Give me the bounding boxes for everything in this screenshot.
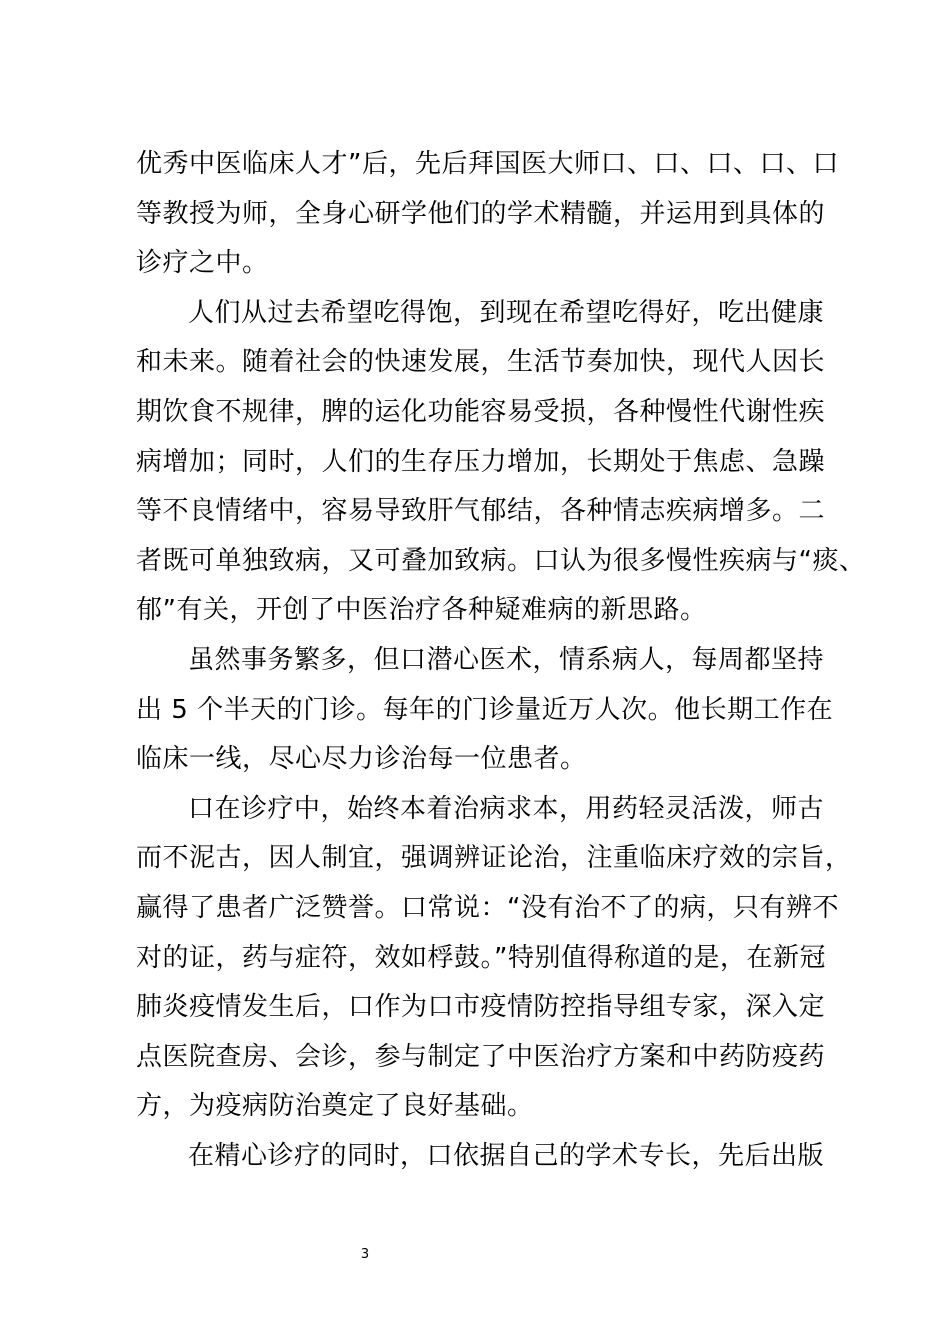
text-line: 出 5 个半天的门诊。每年的门诊量近万人次。他长期工作在 [136,694,834,725]
paragraph-start-line: 人们从过去希望吃得饱，到现在希望吃得好，吃出健康 [188,297,825,328]
text-line: 方，为疫病防治奠定了良好基础。 [136,1091,534,1122]
body-text [136,140,866,1181]
text-line: 对的证，药与症符，效如桴鼓。”特别值得称道的是，在新冠 [136,942,826,973]
text-line: 等不良情绪中，容易导致肝气郁结，各种情志疾病增多。二 [136,496,826,527]
text-line: 诊疗之中。 [136,248,269,279]
text-line: 期饮食不规律，脾的运化功能容易受损，各种慢性代谢性疾 [136,396,826,427]
text-line: 病增加；同时，人们的生存压力增加，长期处于焦虑、急躁 [136,446,826,477]
text-line: 郁”有关，开创了中医治疗各种疑难病的新思路。 [136,595,707,626]
paragraph-start-line: 口在诊疗中，始终本着治病求本，用药轻灵活泼，师古 [188,793,825,824]
text-line: 赢得了患者广泛赞誉。口常说：“没有治不了的病，只有辨不 [136,892,839,923]
text-line: 点医院查房、会诊，参与制定了中医治疗方案和中药防疫药 [136,1041,826,1072]
text-line: 者既可单独致病，又可叠加致病。口认为很多慢性疾病与“痰、 [136,545,866,576]
text-line: 而不泥古，因人制宜，强调辨证论治，注重临床疗效的宗旨， [136,843,852,874]
paragraph-start-line: 在精心诊疗的同时，口依据自己的学术专长，先后出版 [188,1140,825,1171]
text-line: 临床一线，尽心尽力诊治每一位患者。 [136,744,587,775]
text-line: 肺炎疫情发生后，口作为口市疫情防控指导组专家，深入定 [136,992,826,1023]
text-line: 优秀中医临床人才”后，先后拜国医大师口、口、口、口、口 [136,149,839,179]
text-line: 等教授为师，全身心研学他们的学术精髓，并运用到具体的 [136,198,826,229]
text-line: 和未来。随着社会的快速发展，生活节奏加快，现代人因长 [136,347,826,378]
paragraph-start-line: 虽然事务繁多，但口潜心医术，情系病人，每周都坚持 [188,644,825,675]
page-number: 3 [360,1247,370,1262]
